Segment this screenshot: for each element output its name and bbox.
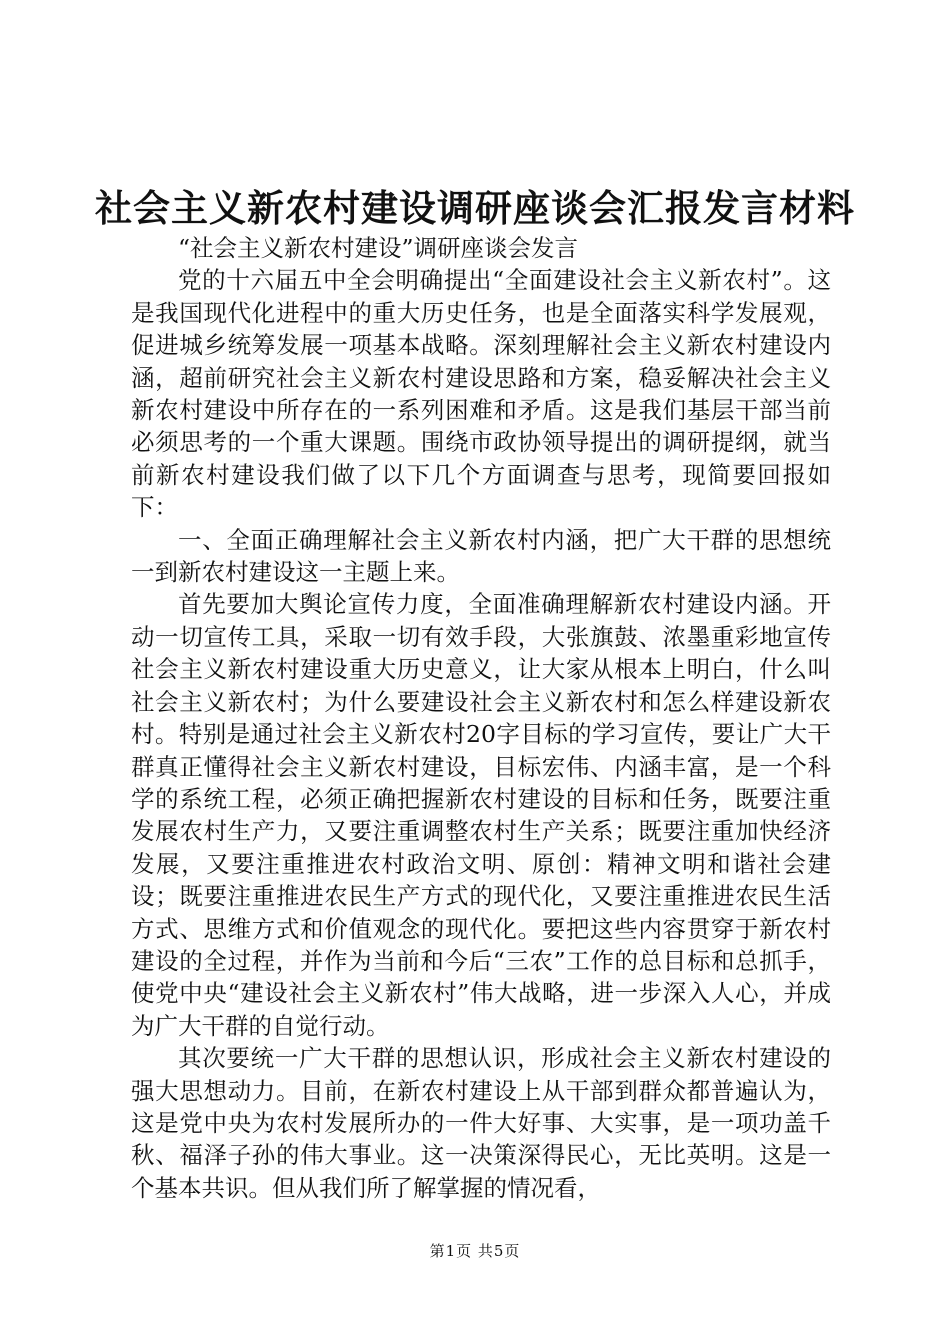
subtitle-line: “社会主义新农村建设”调研座谈会发言 [178,234,579,262]
section-heading: 一、全面正确理解社会主义新农村内涵，把广大干群的思想统一到新农村建设这一主题上来。 [131,525,831,587]
page-number-footer: 第1页 共5页 [429,1242,521,1260]
paragraph: 首先要加大舆论宣传力度，全面准确理解新农村建设内涵。开动一切宣传工具，采取一切有效手段，大张旗鼓、浓墨重彩地宣传社会主义新农村建设重大历史意义，让大家从根本上明白，什么叫社会主义新农村；为什么要建设社会主义新农村和怎么样建设新农村。特别是通过社会主义新农村20字目标的学习宣传，要让广大干群真正懂得社会主义新农村建设，目标宏伟、内涵丰富，是一个科学的系统工程，必须正确把握新农村建设的目标和任务，既要注重发展农村生产力，又要注重调整农村生产关系；既要注重加快经济发展，又要注重推进农村政治文明、原创：精神文明和谐社会建设；既要注重推进农民生产方式的现代化，又要注重推进农民生活方式、思维方式和价值观念的现代化。要把这些内容贯穿于新农村建设的全过程，并作为当前和今后“三农”工作的总目标和总抓手，使党中央“建设社会主义新农村”伟大战略，进一步深入人心，并成为广大干群的自觉行动。 [131,590,831,1040]
document-body [131,232,831,1204]
paragraph: 其次要统一广大干群的思想认识，形成社会主义新农村建设的强大思想动力。目前，在新农村建设上从干部到群众都普遍认为，这是党中央为农村发展所办的一件大好事、大实事，是一项功盖千秋、福泽子孙的伟大事业。这一决策深得民心，无比英明。这是一个基本共识。但从我们所了解掌握的情况看， [131,1044,831,1202]
paragraph: 党的十六届五中全会明确提出“全面建设社会主义新农村”。这是我国现代化进程中的重大历史任务，也是全面落实科学发展观，促进城乡统筹发展一项基本战略。深刻理解社会主义新农村建设内涵，超前研究社会主义新农村建设思路和方案，稳妥解决社会主义新农村建设中所存在的一系列困难和矛盾。这是我们基层干部当前必须思考的一个重大课题。围绕市政协领导提出的调研提纲，就当前新农村建设我们做了以下几个方面调查与思考，现简要回报如下： [131,266,831,522]
document-title: 社会主义新农村建设调研座谈会汇报发言材料 [95,186,855,230]
